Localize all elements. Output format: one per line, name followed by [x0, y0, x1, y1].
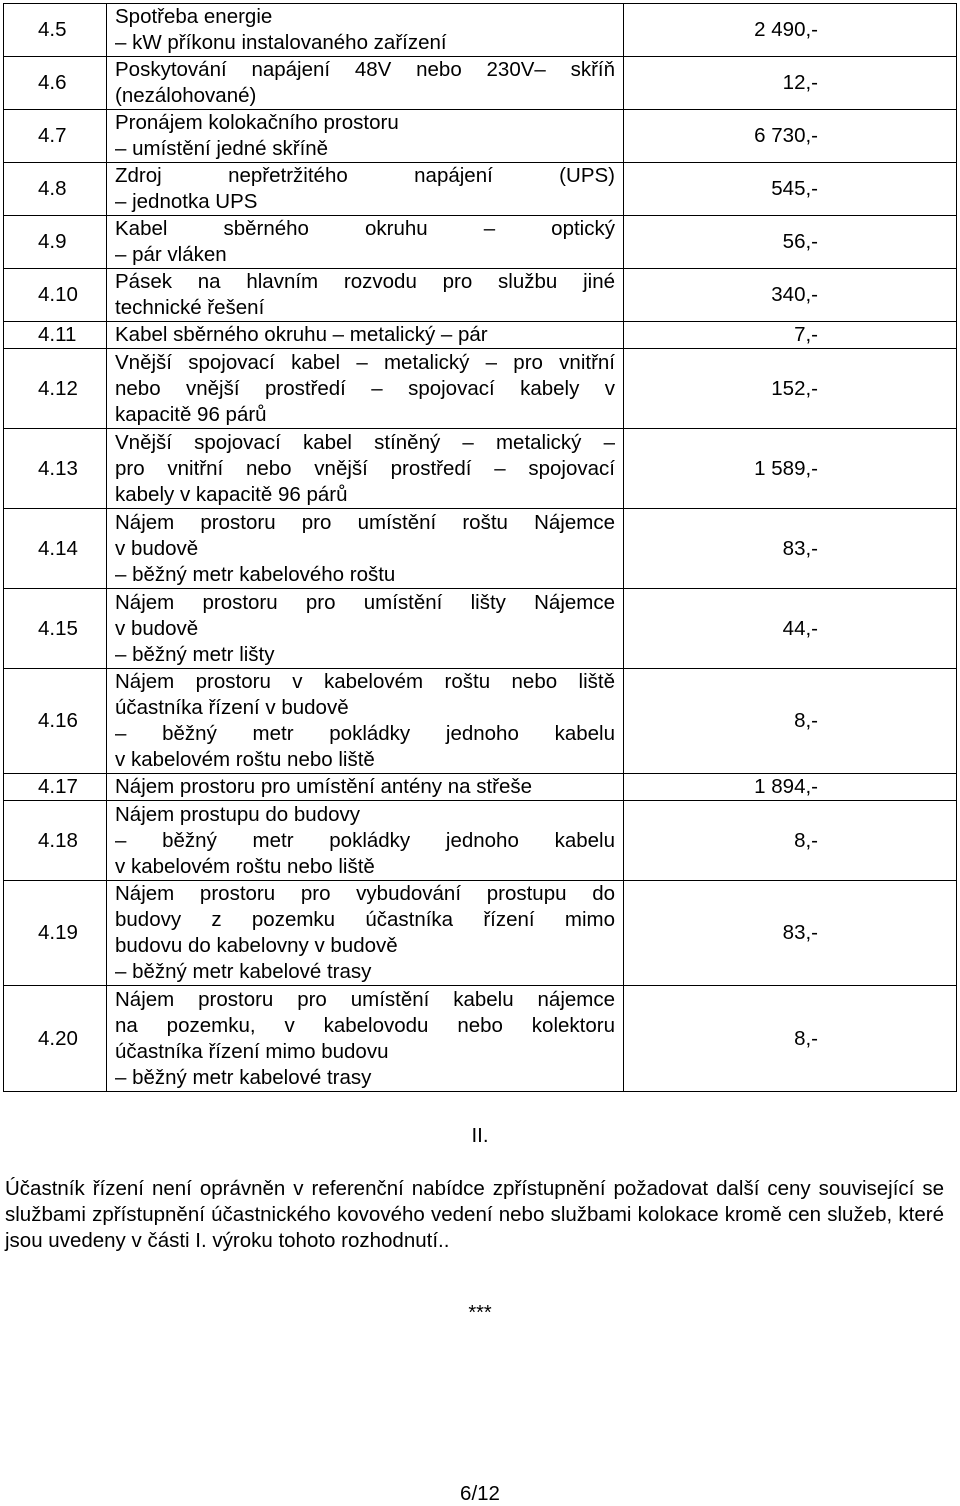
page-number: 6/12 [460, 1482, 500, 1505]
item-price: 545,- [624, 163, 957, 216]
item-price: 8,- [624, 669, 957, 774]
description-line: – pár vláken [115, 243, 227, 266]
item-description [107, 589, 624, 669]
description-line: (nezálohované) [115, 84, 257, 107]
description-line: v budově [115, 536, 199, 560]
item-price: 7,- [624, 322, 957, 349]
table-row [4, 986, 957, 1092]
item-number: 4.12 [4, 349, 107, 429]
item-price: 83,- [624, 509, 957, 589]
item-description [107, 881, 624, 986]
description-line: Nájem prostoru pro vybudování prostupu do [115, 882, 615, 905]
description-line: Vnější spojovací kabel stíněný – metalický – [115, 430, 615, 454]
table-row [4, 322, 957, 349]
description-line: – běžný metr pokládky jednoho kabelu [115, 722, 615, 745]
item-number: 4.19 [4, 881, 107, 986]
item-number: 4.5 [4, 4, 107, 57]
description-line: Zdroj nepřetržitého napájení (UPS) [115, 164, 615, 187]
description-line: Nájem prostoru v kabelovém roštu nebo liště [115, 670, 615, 693]
description-line: – jednotka UPS [115, 190, 258, 213]
item-description [107, 110, 624, 163]
description-line: – běžný metr pokládky jednoho kabelu [115, 828, 615, 852]
table-row [4, 509, 957, 589]
description-line: účastníka řízení v budově [115, 696, 349, 719]
item-description [107, 57, 624, 110]
separator: *** [468, 1302, 492, 1324]
section-heading: II. [471, 1124, 489, 1147]
table-row [4, 881, 957, 986]
item-description [107, 801, 624, 881]
table-row [4, 801, 957, 881]
item-description [107, 669, 624, 774]
description-line: – běžný metr kabelové trasy [115, 1065, 372, 1089]
item-number: 4.18 [4, 801, 107, 881]
table-row [4, 269, 957, 322]
description-line: kabely v kapacitě 96 párů [115, 482, 348, 506]
description-line: v kabelovém roštu nebo liště [115, 854, 375, 878]
description-line: budovy z pozemku účastníka řízení mimo [115, 908, 615, 931]
description-line: – běžný metr kabelové trasy [115, 960, 372, 983]
table-row [4, 349, 957, 429]
item-number: 4.17 [4, 774, 107, 801]
table-row [4, 589, 957, 669]
item-price: 6 730,- [624, 110, 957, 163]
price-table [3, 3, 957, 1092]
table-row [4, 429, 957, 509]
description-line: Nájem prostoru pro umístění roštu Nájemce [115, 510, 615, 534]
description-line: v budově [115, 616, 199, 640]
item-number: 4.16 [4, 669, 107, 774]
table-row [4, 163, 957, 216]
item-description [107, 774, 624, 801]
description-line: – běžný metr kabelového roštu [115, 562, 396, 586]
item-description [107, 163, 624, 216]
item-number: 4.14 [4, 509, 107, 589]
description-line: na pozemku, v kabelovodu nebo kolektoru [115, 1013, 615, 1037]
item-description [107, 4, 624, 57]
item-price: 1 894,- [624, 774, 957, 801]
item-price: 152,- [624, 349, 957, 429]
item-price: 340,- [624, 269, 957, 322]
item-number: 4.11 [4, 322, 107, 349]
description-line: účastníka řízení mimo budovu [115, 1039, 389, 1063]
description-line: Nájem prostoru pro umístění antény na střeše [115, 775, 533, 798]
description-line: Nájem prostoru pro umístění kabelu nájemce [115, 987, 615, 1011]
item-description [107, 986, 624, 1092]
table-row [4, 669, 957, 774]
description-line: budovu do kabelovny v budově [115, 934, 398, 957]
item-number: 4.15 [4, 589, 107, 669]
item-price: 44,- [624, 589, 957, 669]
description-line: Pronájem kolokačního prostoru [115, 111, 399, 134]
item-number: 4.9 [4, 216, 107, 269]
description-line: technické řešení [115, 296, 265, 319]
description-line: Pásek na hlavním rozvodu pro službu jiné [115, 270, 615, 293]
item-number: 4.8 [4, 163, 107, 216]
description-line: Nájem prostoru pro umístění lišty Nájemce [115, 590, 615, 614]
item-price: 8,- [624, 986, 957, 1092]
description-line: Kabel sběrného okruhu – optický [115, 217, 615, 240]
item-description [107, 349, 624, 429]
description-line: Poskytování napájení 48V nebo 230V– skříň [115, 58, 615, 81]
description-line: Spotřeba energie [115, 5, 273, 28]
description-line: – umístění jedné skříně [115, 137, 329, 160]
description-line: pro vnitřní nebo vnější prostředí – spojovací [115, 456, 615, 480]
item-price: 56,- [624, 216, 957, 269]
item-number: 4.7 [4, 110, 107, 163]
description-line: Kabel sběrného okruhu – metalický – pár [115, 323, 488, 346]
description-line: Vnější spojovací kabel – metalický – pro vnitřní [115, 350, 615, 374]
table-row [4, 57, 957, 110]
description-line: nebo vnější prostředí – spojovací kabely v [115, 376, 615, 400]
item-number: 4.20 [4, 986, 107, 1092]
item-description [107, 429, 624, 509]
item-number: 4.10 [4, 269, 107, 322]
body-paragraph: Účastník řízení není oprávněn v referenční nabídce zpřístupnění požadovat další ceny související se službami zpřístupnění účastnického kovového vedení nebo službami kolokace kromě cen služeb, které jsou uvedeny v části I. výroku tohoto rozhodnutí.. [5, 1177, 944, 1252]
description-line: – kW příkonu instalovaného zařízení [115, 31, 447, 54]
table-row [4, 774, 957, 801]
description-line: kapacitě 96 párů [115, 402, 267, 426]
item-price: 2 490,- [624, 4, 957, 57]
item-description [107, 269, 624, 322]
description-line: v kabelovém roštu nebo liště [115, 748, 375, 771]
price-table-body [4, 4, 957, 1092]
item-price: 83,- [624, 881, 957, 986]
table-row [4, 4, 957, 57]
item-number: 4.6 [4, 57, 107, 110]
table-row [4, 216, 957, 269]
item-description [107, 216, 624, 269]
item-description [107, 322, 624, 349]
description-line: Nájem prostupu do budovy [115, 802, 361, 826]
description-line: – běžný metr lišty [115, 642, 275, 666]
item-price: 1 589,- [624, 429, 957, 509]
item-price: 8,- [624, 801, 957, 881]
item-price: 12,- [624, 57, 957, 110]
item-number: 4.13 [4, 429, 107, 509]
table-row [4, 110, 957, 163]
item-description [107, 509, 624, 589]
